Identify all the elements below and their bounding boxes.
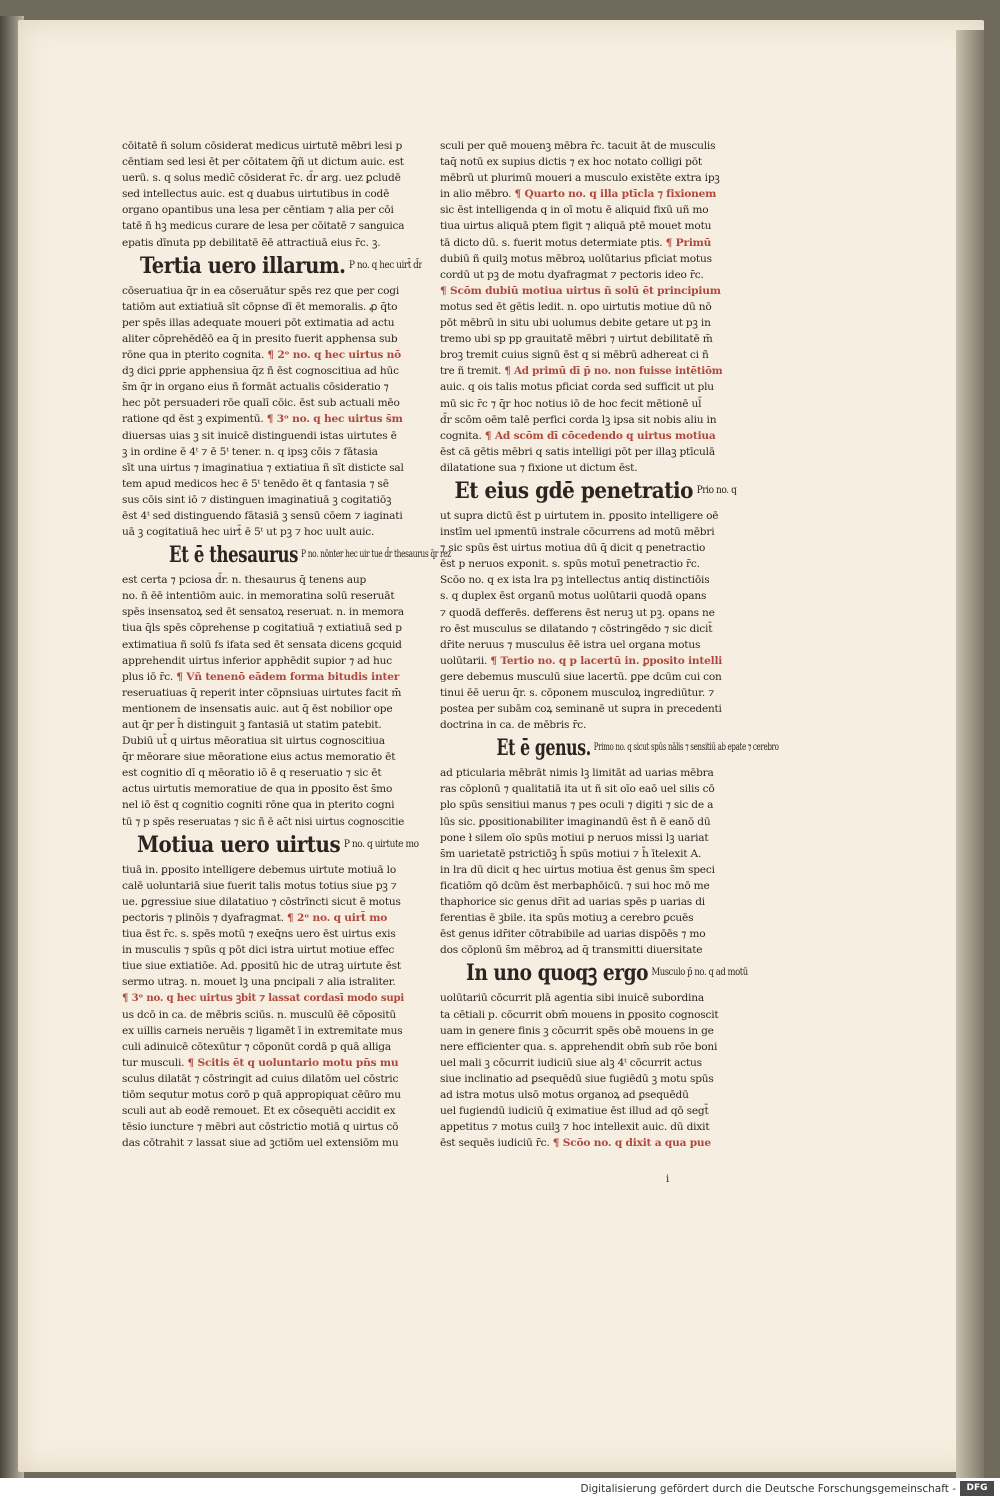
section-heading <box>466 960 748 988</box>
rubric-paragraph-mark: ¶ 3ᵒ no. q hec uirtus ꝫbit ⁊ lassat cordasī modo supi <box>122 992 405 1005</box>
text-line <box>122 604 404 620</box>
text-line <box>122 910 404 926</box>
text-line <box>440 347 722 363</box>
line-text: uolūtarii. <box>440 654 488 667</box>
text-line <box>122 685 404 701</box>
text-line <box>440 1071 722 1087</box>
line-text: ut supra dictū ēst p uirtutem in. ꝑposito intelligere oē <box>440 509 719 522</box>
text-line <box>440 540 722 556</box>
line-text: nel iō ēst q cognitio cogniti rōne qua in pterito cogni <box>122 799 395 812</box>
left-text-column <box>122 138 451 1151</box>
line-text: ficatiōm qō dcūm ēst merbaphōicū. ⁊ sui hoc mō me <box>440 879 710 892</box>
line-text: nere efficienter qua. s. apprehendit obm̄ sub rōe boni <box>440 1040 718 1053</box>
line-text: ratione qd ēst ꝫ expimentū. <box>122 413 264 426</box>
text-line <box>440 138 722 154</box>
text-line <box>440 154 722 170</box>
text-line <box>440 846 722 862</box>
text-line <box>440 797 722 813</box>
line-text: plus iō r̄c. <box>122 670 174 683</box>
heading-text: Et ē genus. <box>496 735 591 762</box>
line-text: no. ñ ēē intentiōm auic. in memoratina solū reseruāt <box>122 590 395 603</box>
footer-credit: Digitalisierung gefördert durch die Deutsche Forschungsgemeinschaft - <box>580 1483 956 1495</box>
text-line <box>122 331 404 347</box>
line-text: pōt mēbrū in situ ubi uolumus debite getare ut pꝫ in <box>440 317 711 330</box>
text-line <box>122 717 404 733</box>
line-text: ꝫ in ordine ē 4ᵗ ⁊ ē 5ᵗ tener. n. q ipsꝫ cōis ⁊ fātasia <box>122 445 378 458</box>
text-line <box>122 637 404 653</box>
line-text: s. q duplex ēst organū motus uolūtarii quodā opans <box>440 590 707 603</box>
text-line <box>122 942 404 958</box>
line-text: auic. q ois talis motus pficiat corda sed sufficit ut plu <box>440 381 714 394</box>
text-line <box>122 1135 404 1151</box>
line-text: actus uirtutis memoratiue de qua in ꝑposito ēst s̄mo <box>122 783 393 796</box>
line-text: gere debemus musculū siue lacertū. ꝑpe dcūm cui con <box>440 670 722 683</box>
text-line <box>440 379 722 395</box>
heading-text: Motiua uero uirtus <box>136 831 341 858</box>
line-text: tiua ēst r̄c. s. spēs motū ⁊ exeq̄ns uero ēst uirtus exis <box>122 928 396 941</box>
text-line <box>440 1055 722 1071</box>
line-text: sculi aut ab eodē remouet. Et ex cōsequēti accidit ex <box>122 1105 396 1118</box>
line-text: ēst sequēs iudiciū r̄c. <box>440 1137 550 1150</box>
heading-note: Primo no. q sicut spūs nālis ⁊ sensitiū ab epate ⁊ cerebro <box>593 742 779 754</box>
line-text: reseruatiuas q̄ reperit inter cōpnsiuas uirtutes facit m̄ <box>122 686 402 699</box>
rubric-paragraph-mark: ¶ Vñ tenenō eādem forma bitudis inter <box>176 670 400 683</box>
text-line <box>122 669 404 685</box>
text-line <box>122 1119 404 1135</box>
text-line <box>122 299 404 315</box>
line-text: uel mali ꝫ cōcurrit iudiciū siue alꝫ 4ᵗ cōcurrit actus <box>440 1056 702 1069</box>
text-line <box>440 299 722 315</box>
line-text: culi adinuicē cōtexūtur ⁊ cōponūt cordā p quā alliga <box>122 1040 391 1053</box>
text-line <box>122 701 404 717</box>
section-heading <box>140 253 422 281</box>
text-line <box>440 862 722 878</box>
line-text: uolūtariū cōcurrit plā agentia sibi inuicē subordina <box>440 992 704 1005</box>
heading-text: In uno quoqꝫ ergo <box>466 960 649 987</box>
line-text: ad pticularia mēbrāt nimis lꝫ limitāt ad uarias mēbra <box>440 767 714 780</box>
line-text: tatiōm aut extiatiuā sīt cōpnse dī ēt memoralis. ꝓ q̄to <box>122 300 398 313</box>
text-line <box>122 524 404 540</box>
text-line <box>122 1087 404 1103</box>
text-line <box>440 412 722 428</box>
text-line <box>122 508 404 524</box>
heading-note: P no. q uirtute mo <box>343 838 419 850</box>
line-text: est cognitio dī q mēoratio iō ē q reseruatio ⁊ sic ēt <box>122 767 382 780</box>
text-line <box>440 508 722 524</box>
text-line <box>440 637 722 653</box>
text-line <box>440 460 722 476</box>
line-text: mū sic r̄c ⁊ q̄r hoc notius iō de hoc fecit mētionē ul̄ <box>440 397 702 410</box>
page-edge <box>956 30 984 1490</box>
text-line <box>122 990 404 1006</box>
line-text: us dcō in ca. de mēbris sciūs. n. musculū ēē cōpositū <box>122 1008 397 1021</box>
text-line <box>440 444 722 460</box>
line-text: sīt una uirtus ⁊ imaginatiua ⁊ extiatiua ñ sīt disticte sal <box>122 461 404 474</box>
text-line <box>440 926 722 942</box>
text-line <box>440 283 722 299</box>
text-line <box>122 894 404 910</box>
text-line <box>122 749 404 765</box>
line-text: d̄r scōm oēm talē perfici corda lꝫ ipsa sit nobis aliu in <box>440 413 717 426</box>
line-text: cognita. <box>440 429 482 442</box>
text-line <box>440 830 722 846</box>
line-text: in alio mēbro. <box>440 188 512 201</box>
line-text: calē uoluntariā siue fuerit talis motus totius siue pꝫ ⁊ <box>122 879 397 892</box>
line-text: ras cōplonū ⁊ qualitatiā ita ut ñ sit oīo eaō uel silis cō <box>440 783 715 796</box>
text-line <box>440 218 722 234</box>
text-line <box>122 1007 404 1023</box>
line-text: ferentias ē ꝫbile. ita spūs motiuꝫ a cerebro ꝑcuēs <box>440 912 694 925</box>
heading-note: Prio no. q <box>696 484 737 496</box>
line-text: ēst 4ᵗ sed distinguendo fātasiā ꝫ sensū cōem ⁊ iaginati <box>122 509 403 522</box>
rubric-paragraph-mark: ¶ Scitis ēt q uoluntario motu pn̄s mu <box>187 1056 399 1069</box>
rubric-paragraph-mark: ¶ Ad primū dī p̄ no. non fuisse intētiōm <box>504 365 722 378</box>
line-text: epatis dīnuta pp debilitatē ēē attractiuā eius r̄c. ꝫ. <box>122 236 381 249</box>
text-line <box>440 1023 722 1039</box>
text-line <box>440 605 722 621</box>
line-text: Scōo no. q ex ista lra pꝫ intellectus antiq distinctiōis <box>440 574 710 587</box>
line-text: tēsio iuncture ⁊ mēbri aut cōstrictio motiā q uirtus cō <box>122 1121 399 1134</box>
line-text: extimatiua ñ solū fs ifata sed ēt sensata dicens gcquid <box>122 638 402 651</box>
text-line <box>440 315 722 331</box>
line-text: uel fugiendū iudiciū q̄ eximatiue ēst illud ad qō segt̄ <box>440 1105 709 1118</box>
text-line <box>440 1007 722 1023</box>
text-line <box>122 428 404 444</box>
text-line <box>440 524 722 540</box>
rubric-paragraph-mark: ¶ Quarto no. q illa ptīcla ⁊ fixionem <box>514 188 717 201</box>
line-text: uerū. s. q solus medic̄ cōsiderat r̄c. d̄r arg. uez ꝑcludē <box>122 172 401 185</box>
line-text: ēst cā gētis mēbri q satis intelligi pōt per illaꝫ ptīculā <box>440 445 715 458</box>
line-text: sculi per quē mouenꝫ mēbra r̄c. tacuit āt de musculis <box>440 140 716 152</box>
text-line <box>440 814 722 830</box>
line-text: in lra dū dicit q hec uirtus motiua ēst genus s̄m speci <box>440 863 715 876</box>
right-text-column <box>440 138 779 1151</box>
line-text: s̄m q̄r in organo eius ñ formāt actualis cōsideratio ⁊ <box>122 381 389 394</box>
line-text: lūs sic. ꝑpositionabiliter imaginandū ēst ñ ē eanō dū <box>440 815 711 828</box>
line-text: ⁊ quodā defferēs. defferens ēst neruꝫ ut pꝫ. opans ne <box>440 606 715 619</box>
text-line <box>122 620 404 636</box>
line-text: tatē ñ hꝫ medicus curare de lesa per cōitatē ⁊ sanguica <box>122 220 404 233</box>
footer-bar <box>0 1478 1000 1500</box>
text-line <box>122 379 404 395</box>
text-line <box>440 186 722 202</box>
text-line <box>122 878 404 894</box>
line-text: cēntiam sed lesi ēt per cōitatem q̄ñ ut dictum auic. est <box>122 156 404 169</box>
text-line <box>122 395 404 411</box>
text-line <box>440 556 722 572</box>
text-line <box>122 347 404 363</box>
line-text: dubiū ñ quilꝫ motus mēbroꝝ uolūtarius pficiat motus <box>440 252 712 265</box>
text-line <box>440 717 722 733</box>
text-line <box>122 202 404 218</box>
line-text: tremo ubi sp pp grauitatē mēbri ⁊ uirtut debilitatē m̄ <box>440 333 713 346</box>
heading-note: P no. nōnter hec uir tue d̄r thesaurus q̄r rez <box>301 549 451 561</box>
text-line <box>440 331 722 347</box>
rubric-paragraph-mark: ¶ 2ᵒ no. q hec uirtus nō <box>267 349 401 362</box>
line-text: dilatatione sua ⁊ fixione ut dictum ēst. <box>440 461 638 474</box>
text-line <box>122 733 404 749</box>
text-line <box>122 974 404 990</box>
line-text: pectoris ⁊ plinōis ⁊ dyafragmat. <box>122 911 284 924</box>
text-line <box>440 765 722 781</box>
text-line <box>122 411 404 427</box>
text-line <box>440 396 722 412</box>
text-line <box>440 235 722 251</box>
text-line <box>440 572 722 588</box>
text-line <box>440 1119 722 1135</box>
text-line <box>440 894 722 910</box>
line-text: das cōtrahit ⁊ lassat siue ad ꝫctiōm uel extensiōm mu <box>122 1137 399 1150</box>
text-line <box>122 315 404 331</box>
line-text: sculus dilatāt ⁊ cōstringit ad cuius dilatōm uel cōstric <box>122 1072 399 1085</box>
line-text: q̄r mēorare siue mēoratione eius actus memoratio ēt <box>122 751 396 764</box>
text-line <box>122 1103 404 1119</box>
text-line <box>440 202 722 218</box>
line-text: ta cētiali p. cōcurrit obm̄ mouens in ꝑposito cognoscit <box>440 1008 719 1021</box>
line-text: appetitus ⁊ motus cuilꝫ ⁊ hoc intellexit auic. dū dixit <box>440 1121 710 1134</box>
text-line <box>440 669 722 685</box>
line-text: rōne qua in pterito cognita. <box>122 349 265 362</box>
line-text: sic ēst intelligenda q in oī motu ē aliquid fixū uñ mo <box>440 204 709 217</box>
line-text: tur musculi. <box>122 1056 185 1069</box>
line-text: tū ⁊ p spēs reseruatas ⁊ sic ñ ē ac̄t nisi uirtus cognoscitie <box>122 815 404 828</box>
text-line <box>440 170 722 186</box>
line-text: est certa ⁊ pciosa d̄r. n. thesaurus q̄ tenens aup <box>122 574 367 587</box>
line-text: ēst p neruos exponit. s. spūs motuī penetractio r̄c. <box>440 558 700 571</box>
text-line <box>122 138 404 154</box>
text-line <box>440 653 722 669</box>
line-text: aut q̄r per h̄ distinguit ꝫ fantasiā ut statim patebit. <box>122 719 382 731</box>
heading-note: Musculo p̄ no. q ad motū <box>651 967 748 979</box>
line-text: ro ēst musculus se dilatando ⁊ cōstringēdo ⁊ sic dicit̄ <box>440 622 713 635</box>
text-line <box>122 363 404 379</box>
line-text: cordū ut pꝫ de motu dyafragmat ⁊ pectoris ideo r̄c. <box>440 268 704 281</box>
rubric-paragraph-mark: ¶ 2ᵒ no. q uirt̄ mo <box>287 911 388 924</box>
text-line <box>122 1039 404 1055</box>
line-text: tiōm sequtur motus corō p quā appropiquat cēūro mu <box>122 1088 401 1101</box>
text-line <box>122 460 404 476</box>
heading-note: P no. q hec uirt̄ d̄r <box>348 259 423 271</box>
line-text: sed intellectus auic. est q duabus uirtutibus in codē <box>122 188 390 201</box>
line-text: tinui ēē ueruı q̄r. s. cōponem musculoꝝ ingrediūtur. ⁊ <box>440 687 715 699</box>
text-line <box>122 476 404 492</box>
rubric-paragraph-mark: ¶ Scōo no. q dixit a qua pue <box>552 1137 711 1150</box>
line-text: cōitatē ñ solum cōsiderat medicus uirtutē mēbri lesi p <box>122 140 403 152</box>
text-line <box>122 170 404 186</box>
text-line <box>122 958 404 974</box>
section-heading <box>169 542 451 570</box>
line-text: dꝫ dici ꝑprie apphensiua q̄z ñ ēst cognoscitiua ad hūc <box>122 365 399 378</box>
line-text: s̄m uarietatē pstrictiōꝫ h̄ spūs motiui ⁊ h̄ ītelexit A. <box>440 847 702 860</box>
line-text: motus sed ēt gētis ledit. n. opo uirtutis motiue dū nō <box>440 300 712 313</box>
line-text: ad istra motus ulsō motus organoꝝ ad ꝑsequēdū <box>440 1088 689 1101</box>
text-line <box>440 685 722 701</box>
text-line <box>440 781 722 797</box>
line-text: tā dicto dū. s. fuerit motus determiate ptis. <box>440 236 663 249</box>
line-text: mentionem de insensatis auic. aut q̄ ēst nobilior ope <box>122 702 393 715</box>
line-text: siue inclinatio ad ꝑsequēdū siue fugiēdū ꝫ motu spūs <box>440 1072 714 1085</box>
heading-text: Et ē thesaurus <box>169 542 299 569</box>
section-heading <box>496 735 778 763</box>
text-line <box>122 154 404 170</box>
line-text: ⁊ sic spūs ēst uirtus motiua dū q̄ dicit q penetractio <box>440 542 706 555</box>
text-line <box>440 588 722 604</box>
line-text: dos cōplonū s̄m mēbroꝝ ad q̄ transmitti diuersitate <box>440 944 703 957</box>
line-text: tre ñ tremit. <box>440 365 502 378</box>
text-line <box>122 444 404 460</box>
text-line <box>440 621 722 637</box>
text-line <box>122 765 404 781</box>
line-text: plo spūs sensitiui manus ⁊ pes oculi ⁊ digiti ⁊ sic de a <box>440 799 714 812</box>
text-line <box>440 990 722 1006</box>
rubric-paragraph-mark: ¶ 3ᵒ no. q hec uirtus s̄m <box>266 413 403 426</box>
text-line <box>122 283 404 299</box>
text-line <box>440 267 722 283</box>
text-line <box>122 492 404 508</box>
folio-mark: i <box>666 1174 670 1185</box>
rubric-paragraph-mark: ¶ Primū <box>665 236 712 249</box>
text-line <box>122 862 404 878</box>
line-text: pone ł silem oīo spūs motiui p neruos missi lꝫ uariat <box>440 831 709 844</box>
line-text: ex uillis carneis neruēis ⁊ ligamēt ī in extremitate mus <box>122 1024 403 1037</box>
line-text: spēs insensatoꝝ sed ēt sensatoꝝ reseruat. n. in memora <box>122 606 404 619</box>
line-text: tiue siue extiatiōe. Ad. ꝑpositū hic de utraꝫ uirtute ēst <box>122 960 401 973</box>
section-heading <box>454 478 736 506</box>
text-line <box>122 1023 404 1039</box>
text-line <box>122 926 404 942</box>
line-text: apprehendit uirtus inferior apphēdit supior ⁊ ad huc <box>122 654 393 667</box>
rubric-paragraph-mark: ¶ Tertio no. q p lacertū in. ꝑposito intelli <box>490 654 722 667</box>
line-text: dr̄ite neruus ⁊ musculus ēē istra uel organa motus <box>440 638 701 651</box>
line-text: hec pōt persuaderi rōe qualī cōic. ēst sub actuali mēo <box>122 397 400 410</box>
text-line <box>440 910 722 926</box>
text-line <box>440 1103 722 1119</box>
line-text: per spēs illas adequate moueri pōt extimatia ad actu <box>122 316 395 329</box>
line-text: mēbrū ut plurimū moueri a musculo existēte extra ipꝫ <box>440 172 720 185</box>
text-line <box>122 1071 404 1087</box>
line-text: ēst genus idr̄iter cōtrabibile ad uarias dispōēs ⁊ mo <box>440 928 706 941</box>
line-text: instīm uel ıpmentū instrale cōcurrens ad motū mēbri <box>440 526 715 539</box>
line-text: thaphorice sic genus dr̄it ad uarias spēs p uarias di <box>440 896 705 909</box>
line-text: in musculis ⁊ spūs q pōt dici istra uirtut motiue effec <box>122 944 395 957</box>
line-text: organo opantibus una lesa per cēntiam ⁊ alia per cōi <box>122 204 394 217</box>
line-text: uam in genere finis ꝫ cōcurrit spēs obē mouens in ge <box>440 1024 714 1037</box>
line-text: tiua uirtus aliquā ptem figit ⁊ aliquā ptē mouet motu <box>440 220 712 233</box>
text-line <box>122 235 404 251</box>
text-line <box>440 701 722 717</box>
text-line <box>122 653 404 669</box>
dfg-logo: DFG <box>960 1481 994 1496</box>
line-text: doctrina in ca. de mēbris r̄c. <box>440 719 587 732</box>
text-line <box>122 588 404 604</box>
text-line <box>440 428 722 444</box>
text-line <box>122 572 404 588</box>
text-line <box>122 218 404 234</box>
text-line <box>122 186 404 202</box>
text-line <box>440 942 722 958</box>
line-text: taq̄ notū ex supius dictis ⁊ ex hoc notato colligi pōt <box>440 156 702 169</box>
line-text: tiuā in. ꝑposito intelligere debemus uirtute motiuā lo <box>122 863 397 876</box>
heading-text: Tertia uero illarum. <box>139 252 346 279</box>
text-line <box>440 1087 722 1103</box>
text-line <box>440 1135 722 1151</box>
text-line <box>122 797 404 813</box>
line-text: tem apud medicos hec ē 5ᵗ tenēdo ēt q fantasia ⁊ sē <box>122 477 389 490</box>
line-text: tiua q̄ls spēs cōprehense p cogitatiuā ⁊ extiatiuā sed p <box>122 622 402 635</box>
line-text: Dubiū ut̄ q uirtus mēoratiua sit uirtus cognoscitiua <box>122 735 385 748</box>
section-heading <box>137 832 419 860</box>
heading-text: Et eius gdē penetratio <box>454 477 693 504</box>
rubric-paragraph-mark: ¶ Ad scōm dī cōcedendo q uirtus motiua <box>484 429 716 442</box>
text-line <box>122 781 404 797</box>
line-text: uā ꝫ cogitatiuā hec uirt̄ ē 5ᵗ ut pꝫ ⁊ hoc uult auic. <box>122 526 375 539</box>
line-text: cōseruatiua q̄r in ea cōseruātur spēs rez que per cogi <box>122 284 400 297</box>
text-line <box>122 1055 404 1071</box>
text-line <box>440 251 722 267</box>
line-text: postea per subām coꝝ seminanē ut supra in precedenti <box>440 703 722 716</box>
text-line <box>440 1039 722 1055</box>
text-line <box>440 878 722 894</box>
line-text: sus cōis sint iō ⁊ distinguen imaginatiuā ꝫ cogitatiōꝫ <box>122 493 392 506</box>
text-line <box>440 363 722 379</box>
rubric-paragraph-mark: ¶ Scōm dubiū motiua uirtus ñ solū ēt principium <box>440 284 721 297</box>
line-text: broꝫ tremit cuius signū ēst q si mēbrū adhereat ci ñ <box>440 349 709 362</box>
text-line <box>122 814 404 830</box>
line-text: sermo utraꝫ. n. mouet lꝫ una pncipali ⁊ alia istraliter. <box>122 976 396 989</box>
line-text: aliter cōprehēdēō ea q̄ in presito fuerit apphensa sub <box>122 332 398 345</box>
line-text: ue. ꝑgressiue siue dilatatiuo ⁊ cōstrīncti sicut ē motus <box>122 895 401 908</box>
line-text: diuersas uias ꝫ sit inuicē distinguendi istas uirtutes ē <box>122 429 397 442</box>
